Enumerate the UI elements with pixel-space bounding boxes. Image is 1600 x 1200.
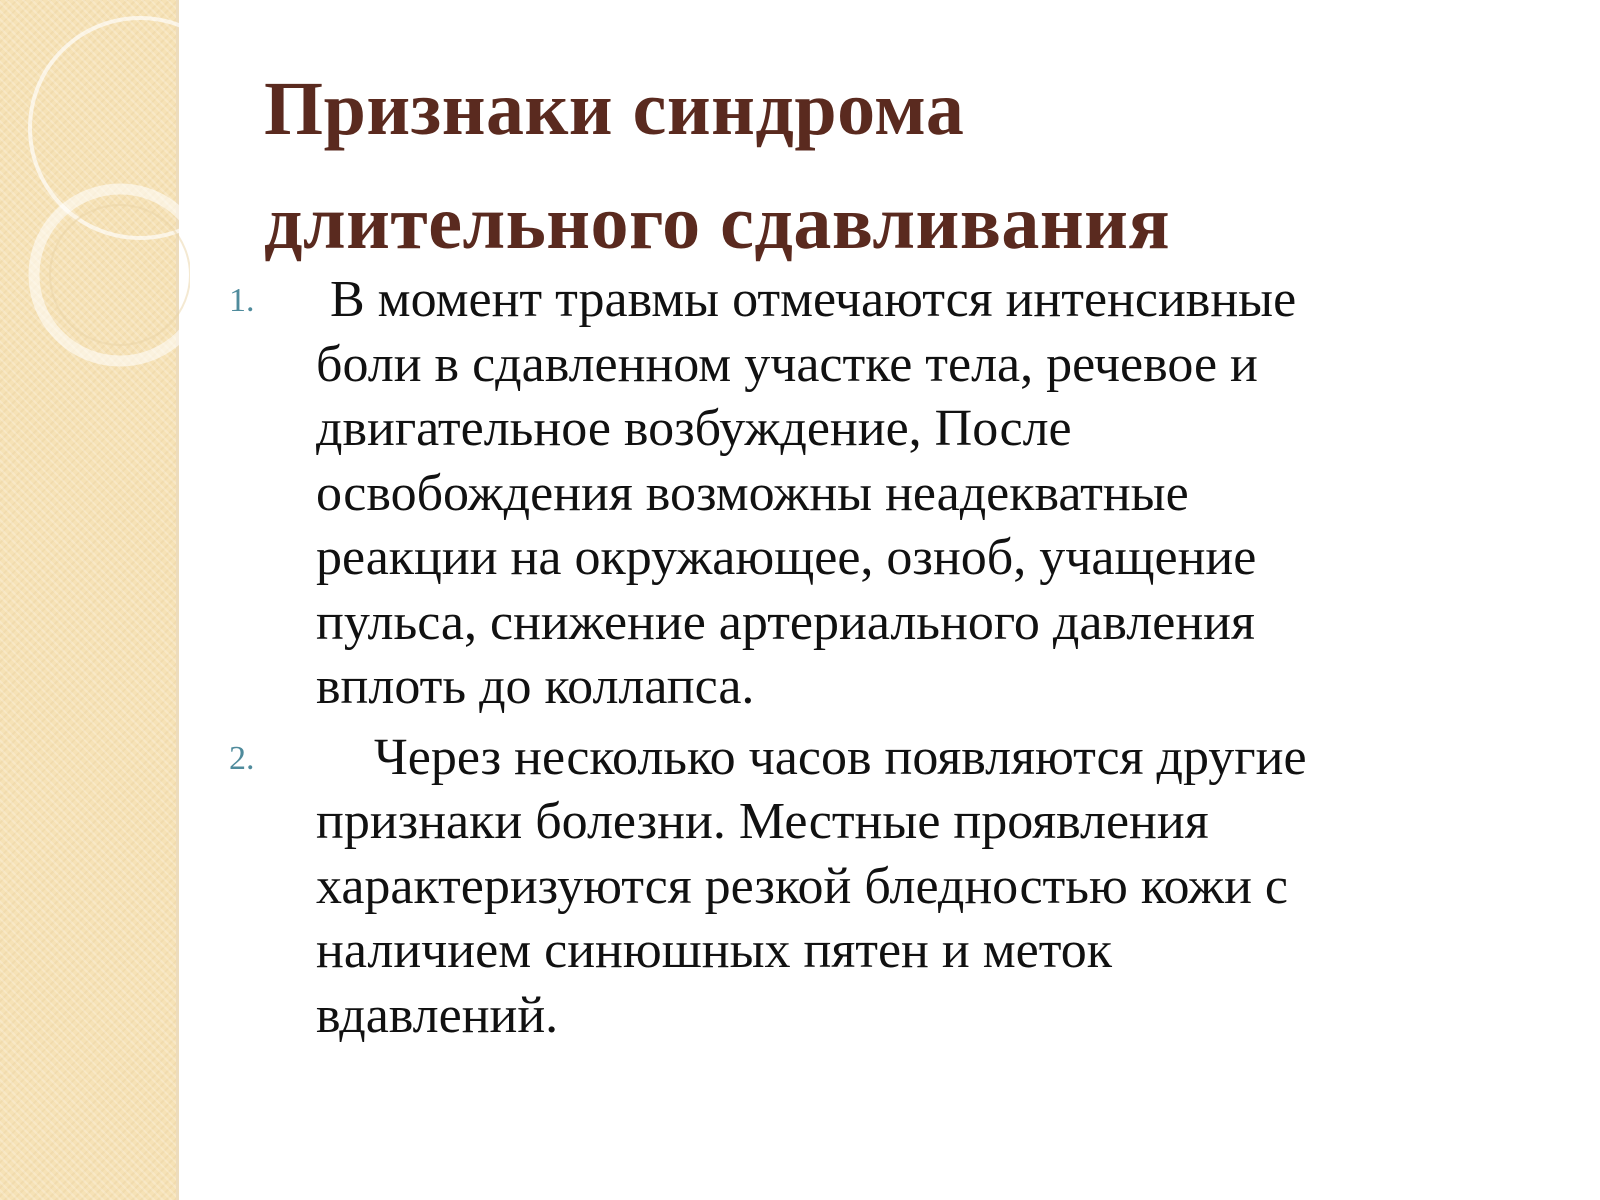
list-number-1: 1. bbox=[229, 282, 255, 319]
slide-title bbox=[264, 52, 1564, 280]
list-item-2-line: признаки болезни. Местные проявления bbox=[316, 793, 1209, 850]
slide-title-line-1: Признаки синдрома bbox=[264, 67, 965, 151]
list-item-2-line: Через несколько часов появляются другие bbox=[374, 728, 1307, 786]
list-item-1-line: освобождения возможны неадекватные bbox=[316, 464, 1189, 522]
list-item-text-1 bbox=[316, 268, 1516, 720]
list-item-2-line: наличием синюшных пятен и меток bbox=[316, 922, 1112, 979]
list-item-text-2 bbox=[316, 726, 1516, 1049]
numbered-list bbox=[0, 268, 1600, 1048]
list-item-1-line: двигательное возбуждение, После bbox=[316, 400, 1072, 457]
list-item-2-line: характеризуются резкой бледностью кожи с bbox=[316, 857, 1288, 915]
list-item-2 bbox=[0, 726, 1600, 1049]
list-item-1-line: В момент травмы отмечаются интенсивные bbox=[330, 271, 1297, 328]
slide-title-line-2: длительного сдавливания bbox=[264, 181, 1171, 265]
list-item-1-line: боли в сдавленном участке тела, речевое и bbox=[316, 335, 1258, 393]
list-item-1-line: вплоть до коллапса. bbox=[316, 658, 755, 715]
list-number-2: 2. bbox=[229, 739, 255, 777]
list-item-1 bbox=[0, 268, 1600, 720]
list-item-1-line: реакции на окружающее, озноб, учащение bbox=[316, 529, 1257, 586]
list-item-2-line: вдавлений. bbox=[316, 986, 559, 1044]
list-item-1-line: пульса, снижение артериального давления bbox=[316, 593, 1255, 651]
